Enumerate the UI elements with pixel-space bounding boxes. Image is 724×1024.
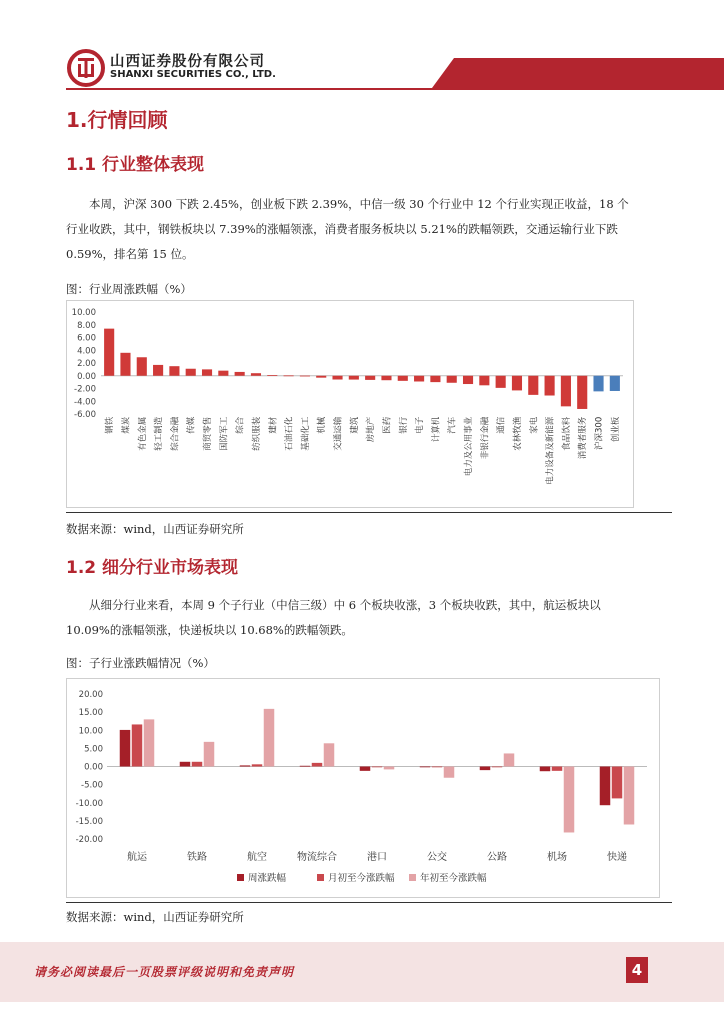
x-tick-label: 电子 — [415, 416, 426, 434]
bar-航空-月初至今涨跌幅 — [252, 764, 263, 766]
x-tick-label: 非银行金融 — [480, 416, 491, 460]
x-tick-label: 电力及公用事业 — [464, 416, 475, 477]
bar-航运-周涨跌幅 — [120, 730, 131, 767]
paragraph-industry-summary — [66, 192, 658, 267]
y-tick-label: -15.00 — [75, 816, 103, 827]
bar-快递-年初至今涨跌幅 — [624, 767, 635, 825]
bar-电力设备及新能源 — [545, 376, 555, 396]
y-tick-label: -2.00 — [74, 384, 96, 395]
chart-industry-weekly-svg — [67, 301, 633, 507]
x-tick-label: 通信 — [496, 416, 507, 434]
bar-基础化工 — [300, 376, 310, 377]
bar-食品饮料 — [561, 376, 571, 407]
bar-农林牧渔 — [512, 376, 522, 391]
bar-机场-年初至今涨跌幅 — [564, 767, 575, 833]
y-tick-label: -20.00 — [75, 835, 103, 845]
chart-subindustry — [66, 678, 660, 898]
paragraph-line: 本周，沪深 300 下跌 2.45%，创业板下跌 2.39%，中信一级 30 个行业中 12 个行业实现正收益，18 个 — [89, 197, 629, 211]
y-tick-label: 20.00 — [78, 690, 103, 700]
x-tick-label: 医药 — [382, 416, 393, 434]
y-tick-label: 0.00 — [84, 762, 103, 773]
x-tick-label: 房地产 — [366, 416, 377, 443]
chart-subindustry-svg — [67, 679, 659, 897]
x-tick-label: 航运 — [127, 852, 147, 863]
y-tick-label: -6.00 — [74, 410, 96, 420]
bar-物流综合-年初至今涨跌幅 — [324, 743, 335, 766]
x-tick-label: 综合 — [235, 416, 246, 434]
bar-房地产 — [365, 376, 375, 380]
x-tick-label: 纺织服装 — [251, 416, 262, 451]
section-title-industry-performance: 1.1 行业整体表现 — [66, 155, 205, 175]
chart-industry-weekly — [66, 300, 634, 508]
x-tick-label: 综合金融 — [170, 416, 181, 451]
bar-商贸零售 — [202, 369, 212, 375]
legend-swatch — [237, 874, 244, 881]
bar-铁路-年初至今涨跌幅 — [204, 742, 215, 767]
y-tick-label: 2.00 — [77, 359, 96, 369]
logo-mark-icon — [66, 48, 106, 88]
bar-钢铁 — [104, 329, 114, 376]
company-name-en: SHANXI SECURITIES CO., LTD. — [110, 69, 276, 80]
legend-swatch — [317, 874, 324, 881]
page-header — [0, 0, 724, 90]
bar-港口-年初至今涨跌幅 — [384, 767, 395, 770]
data-source-subindustry: 数据来源：wind，山西证券研究所 — [66, 910, 244, 924]
legend-label: 周涨跌幅 — [248, 873, 287, 884]
y-tick-label: 8.00 — [77, 320, 96, 331]
bar-有色金属 — [137, 357, 147, 375]
x-tick-label: 商贸零售 — [203, 416, 214, 451]
x-tick-label: 消费者服务 — [578, 416, 589, 460]
bar-快递-月初至今涨跌幅 — [612, 767, 623, 799]
x-tick-label: 机械 — [317, 416, 328, 434]
bar-消费者服务 — [577, 376, 587, 409]
x-tick-label: 轻工制造 — [154, 416, 165, 451]
x-tick-label: 快递 — [607, 852, 627, 863]
report-type-label: 证券研究报告：行业研究/定期报告 — [489, 8, 666, 22]
y-tick-label: 6.00 — [77, 333, 96, 344]
bar-港口-周涨跌幅 — [360, 767, 371, 771]
bar-公路-月初至今涨跌幅 — [492, 767, 503, 768]
data-source-industry: 数据来源：wind，山西证券研究所 — [66, 522, 244, 536]
y-tick-label: 0.00 — [77, 371, 96, 382]
x-tick-label: 基础化工 — [300, 416, 311, 451]
figure-caption-industry: 图：行业周涨跌幅（%） — [66, 282, 192, 296]
company-name-cn: 山西证券股份有限公司 — [110, 54, 265, 70]
x-tick-label: 机场 — [547, 852, 567, 863]
x-tick-label: 有色金属 — [137, 416, 148, 451]
bar-航运-月初至今涨跌幅 — [132, 724, 143, 766]
x-tick-label: 物流综合 — [297, 852, 337, 863]
bar-机械 — [316, 376, 326, 378]
y-tick-label: -5.00 — [81, 780, 103, 791]
x-tick-label: 传媒 — [186, 416, 197, 434]
bar-公交-年初至今涨跌幅 — [444, 767, 455, 778]
x-tick-label: 钢铁 — [105, 416, 116, 434]
x-tick-label: 国防军工 — [219, 416, 230, 451]
section-title-subindustry: 1.2 细分行业市场表现 — [66, 558, 239, 578]
x-tick-label: 计算机 — [431, 416, 442, 443]
bar-建材 — [267, 375, 277, 376]
y-tick-label: -10.00 — [75, 798, 103, 809]
legend-swatch — [409, 874, 416, 881]
bar-电力及公用事业 — [463, 376, 473, 384]
bar-建筑 — [349, 376, 359, 380]
paragraph-line: 从细分行业来看，本周 9 个子行业（中信三级）中 6 个板块收涨，3 个板块收跌，其中，航运板块以 — [89, 598, 601, 612]
x-tick-label: 石油石化 — [284, 416, 295, 451]
bar-航空-年初至今涨跌幅 — [264, 709, 275, 767]
bar-综合 — [235, 372, 245, 376]
figure-caption-subindustry: 图：子行业涨跌幅情况（%） — [66, 656, 215, 670]
bar-纺织服装 — [251, 373, 261, 376]
bar-航空-周涨跌幅 — [240, 765, 251, 766]
bar-家电 — [528, 376, 538, 395]
bar-汽车 — [447, 376, 457, 383]
bar-计算机 — [430, 376, 440, 382]
paragraph-line: 0.59%，排名第 15 位。 — [66, 247, 194, 261]
header-divider — [66, 88, 724, 90]
bar-石油石化 — [284, 375, 294, 376]
bar-铁路-周涨跌幅 — [180, 762, 191, 767]
x-tick-label: 航空 — [247, 852, 267, 863]
bar-航运-年初至今涨跌幅 — [144, 719, 155, 766]
x-tick-label: 银行 — [398, 416, 409, 434]
x-tick-label: 汽车 — [447, 416, 458, 434]
x-tick-label: 煤炭 — [121, 416, 132, 434]
bar-公交-周涨跌幅 — [420, 767, 431, 768]
x-tick-label: 创业板 — [610, 416, 621, 443]
y-tick-label: 15.00 — [78, 708, 103, 719]
bar-快递-周涨跌幅 — [600, 767, 611, 806]
bar-轻工制造 — [153, 365, 163, 376]
bar-交通运输 — [332, 376, 342, 380]
bar-医药 — [381, 376, 391, 380]
bar-物流综合-月初至今涨跌幅 — [312, 763, 323, 767]
bar-公路-周涨跌幅 — [480, 767, 491, 771]
bar-公路-年初至今涨跌幅 — [504, 753, 515, 766]
x-tick-label: 公交 — [427, 852, 447, 863]
bar-铁路-月初至今涨跌幅 — [192, 762, 203, 767]
report-type-banner — [432, 58, 724, 88]
x-tick-label: 铁路 — [187, 852, 207, 863]
x-tick-label: 沪深300 — [594, 416, 605, 450]
paragraph-line: 10.09%的涨幅领涨，快递板块以 10.68%的跌幅领跌。 — [66, 623, 353, 637]
bar-公交-月初至今涨跌幅 — [432, 767, 443, 768]
y-tick-label: -4.00 — [74, 397, 96, 408]
bar-创业板 — [610, 376, 620, 391]
bar-煤炭 — [120, 353, 130, 376]
x-tick-label: 港口 — [367, 852, 387, 863]
x-tick-label: 电力设备及新能源 — [545, 416, 556, 485]
bar-通信 — [496, 376, 506, 388]
figure-bottom-rule — [66, 902, 672, 903]
x-tick-label: 交通运输 — [333, 416, 344, 451]
y-tick-label: 4.00 — [77, 346, 96, 357]
bar-机场-月初至今涨跌幅 — [552, 767, 563, 771]
y-tick-label: 5.00 — [84, 744, 103, 755]
bar-国防军工 — [218, 371, 228, 376]
y-tick-label: 10.00 — [78, 726, 103, 737]
bar-沪深300 — [593, 376, 603, 392]
x-tick-label: 农林牧渔 — [512, 416, 523, 451]
x-tick-label: 公路 — [487, 852, 507, 863]
legend-label: 年初至今涨跌幅 — [420, 873, 487, 884]
bar-传媒 — [186, 369, 196, 376]
bar-非银行金融 — [479, 376, 489, 386]
x-tick-label: 建材 — [268, 416, 279, 434]
x-tick-label: 建筑 — [349, 416, 360, 434]
paragraph-line: 行业收跌，其中，钢铁板块以 7.39%的涨幅领涨，消费者服务板块以 5.21%的跌幅领跌，交通运输行业下跌 — [66, 222, 618, 236]
company-logo — [66, 48, 106, 88]
section-title-market-review: 1.行情回顾 — [66, 108, 168, 132]
page-number: 4 — [626, 957, 648, 983]
y-tick-label: 10.00 — [71, 308, 96, 318]
x-tick-label: 食品饮料 — [561, 416, 572, 451]
bar-综合金融 — [169, 366, 179, 376]
bar-港口-月初至今涨跌幅 — [372, 767, 383, 768]
figure-bottom-rule — [66, 512, 672, 513]
paragraph-subindustry-summary — [66, 593, 658, 643]
footer-disclaimer: 请务必阅读最后一页股票评级说明和免责声明 — [34, 965, 295, 979]
x-tick-label: 家电 — [529, 416, 540, 434]
bar-银行 — [398, 376, 408, 381]
bar-机场-周涨跌幅 — [540, 767, 551, 772]
bar-电子 — [414, 376, 424, 382]
bar-物流综合-周涨跌幅 — [300, 766, 311, 767]
legend-label: 月初至今涨跌幅 — [328, 873, 395, 884]
